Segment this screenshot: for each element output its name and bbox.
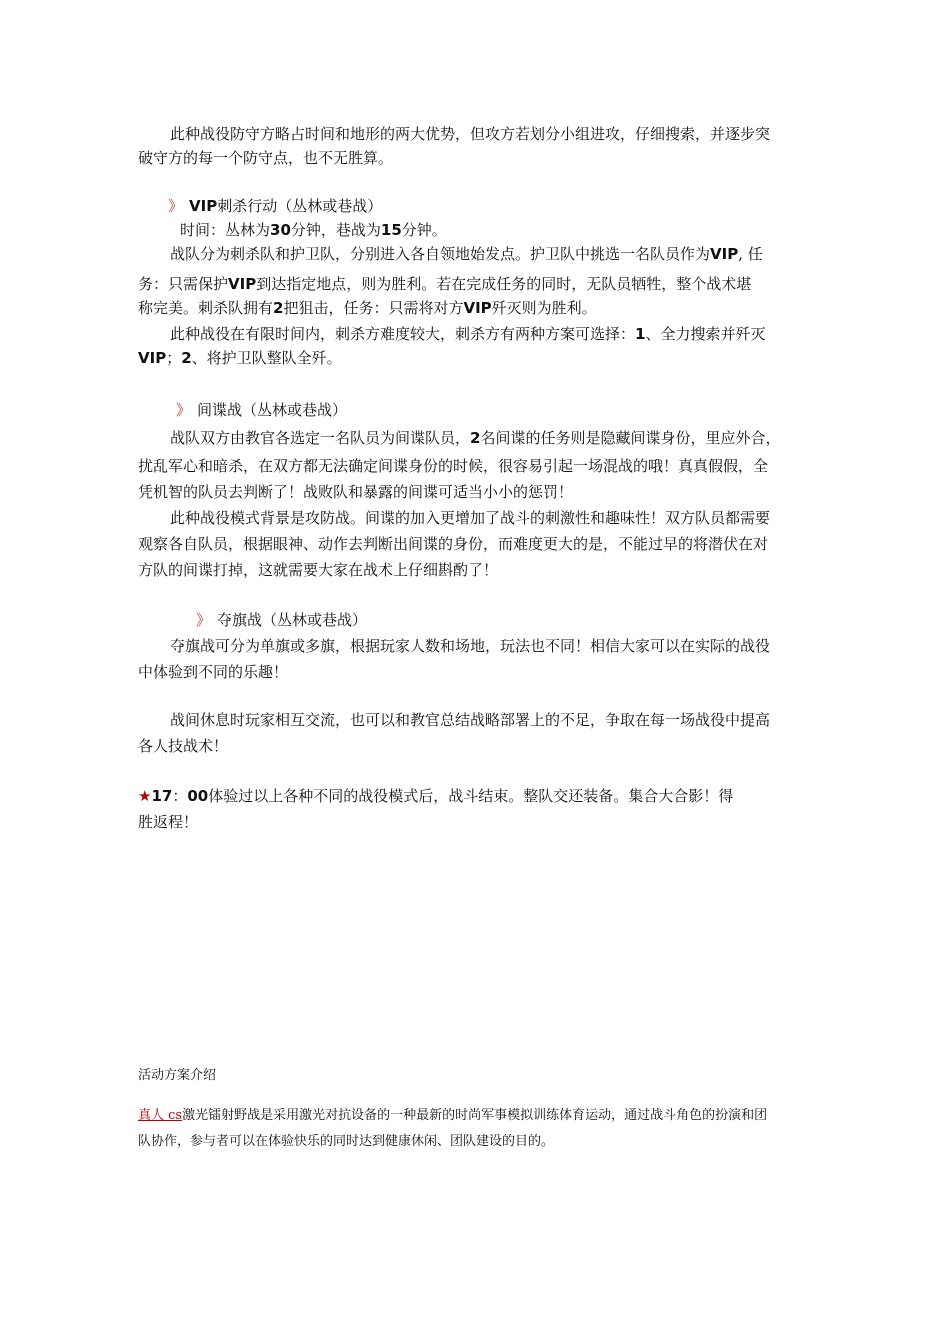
flag-p1-line-2 <box>138 660 818 684</box>
text: 扰乱军心和暗杀，在双方都无法确定间谍身份的时候，很容易引起一场混战的哦！真真假假，全 <box>138 457 769 475</box>
flag-heading <box>196 608 876 632</box>
jungle-minutes: 30 <box>270 221 291 239</box>
break-line-2 <box>138 734 818 758</box>
arrow-icon: 》 <box>196 611 212 629</box>
spy-p1-line-1 <box>170 426 850 450</box>
text: 凭机智的队员去判断了！战败队和暴露的间谍可适当小小的惩罚！ <box>138 483 574 501</box>
text: 中体验到不同的乐趣！ <box>138 663 289 681</box>
star-icon: ★ <box>138 787 152 805</box>
text: ： <box>172 787 188 805</box>
text: 战队双方由教官各选定一名队员为间谍队员， <box>170 429 471 447</box>
text: 战队分为刺杀队和护卫队，分别进入各自领地始发点。护卫队中挑选一名队员作为 <box>170 245 711 263</box>
finale-line-1 <box>138 784 818 808</box>
option-number: 1 <box>635 325 646 343</box>
text: 分钟，巷战为 <box>290 221 381 239</box>
text: 破守方的每一个防守点，也不无胜算。 <box>138 149 394 167</box>
text: 到达指定地点，则为胜利。若在完成任务的同时，无队员牺牲，整个战术堪 <box>256 275 752 293</box>
spy-count: 2 <box>470 429 481 447</box>
vip-p1-line-3 <box>138 296 818 320</box>
text: 队协作，参与者可以在体验快乐的同时达到健康休闲、团队建设的目的。 <box>138 1134 555 1149</box>
break-line-1 <box>170 708 850 732</box>
text: 称完美。刺杀队拥有 <box>138 299 274 317</box>
finale-line-2 <box>138 810 818 834</box>
spy-p2-line-2 <box>138 532 818 556</box>
vip-label: VIP <box>228 275 257 293</box>
text: 、将护卫队整队全歼。 <box>191 349 342 367</box>
text: 各人技战术！ <box>138 737 229 755</box>
text: 体验过以上各种不同的战役模式后，战斗结束。整队交还装备。集合大合影！得 <box>208 787 734 805</box>
intro-line-2 <box>138 1130 818 1154</box>
text: 把狙击，任务：只需将对方 <box>283 299 464 317</box>
cs-link[interactable]: 真人 cs <box>138 1108 183 1123</box>
text: 激光镭射野战是采用激光对抗设备的一种最新的时尚军事模拟训练体育运动，通过战斗角色的扮演和团 <box>182 1108 768 1123</box>
flag-p1-line-1 <box>170 634 850 658</box>
arrow-icon: 》 <box>168 197 184 215</box>
text: 方队的间谍打掉，这就需要大家在战术上仔细斟酌了！ <box>138 561 499 579</box>
spy-title: 间谍战（丛林或巷战） <box>197 401 348 419</box>
spy-p2-line-1 <box>170 506 850 530</box>
text: 名间谍的任务则是隐藏间谍身份，里应外合， <box>480 429 781 447</box>
text: 胜返程！ <box>138 813 199 831</box>
vip-label: VIP <box>189 197 218 215</box>
text: 观察各自队员，根据眼神、动作去判断出间谍的身份，而难度更大的是，不能过早的将潜伏在对 <box>138 535 769 553</box>
text: , 任 <box>738 245 763 263</box>
vip-p1-line-1 <box>170 242 850 266</box>
vip-time <box>180 218 860 242</box>
text: 此种战役防守方略占时间和地形的两大优势，但攻方若划分小组进攻，仔细搜索，并逐步突 <box>170 125 771 143</box>
vip-p1-line-2 <box>138 272 818 296</box>
vip-label: VIP <box>138 349 167 367</box>
vip-label: VIP <box>463 299 492 317</box>
spy-p1-line-3 <box>138 480 818 504</box>
spy-p1-line-2 <box>138 454 818 478</box>
vip-label: VIP <box>710 245 739 263</box>
text: 时间：丛林为 <box>180 221 271 239</box>
text: 此种战役模式背景是攻防战。间谍的加入更增加了战斗的刺激性和趣味性！双方队员都需要 <box>170 509 771 527</box>
text: 务：只需保护 <box>138 275 229 293</box>
intro-heading <box>138 1064 818 1088</box>
text: 战间休息时玩家相互交流，也可以和教官总结战略部署上的不足，争取在每一场战役中提高 <box>170 711 771 729</box>
flag-title: 夺旗战（丛林或巷战） <box>217 611 368 629</box>
text: 、全力搜索并歼灭 <box>645 325 766 343</box>
text: 歼灭则为胜利。 <box>491 299 597 317</box>
text: 活动方案介绍 <box>138 1068 217 1083</box>
vip-p2-line-2 <box>138 346 818 370</box>
vip-heading <box>168 194 848 218</box>
text: 夺旗战可分为单旗或多旗，根据玩家人数和场地，玩法也不同！相信大家可以在实际的战役 <box>170 637 771 655</box>
finale-minute: 00 <box>187 787 209 805</box>
spy-p2-line-3 <box>138 558 818 582</box>
text: ； <box>166 349 182 367</box>
arrow-icon: 》 <box>176 401 192 419</box>
defense-para-line-2 <box>138 146 818 170</box>
text: 此种战役在有限时间内，刺杀方难度较大，刺杀方有两种方案可选择： <box>170 325 636 343</box>
intro-line-1 <box>138 1104 818 1128</box>
option-number: 2 <box>181 349 192 367</box>
alley-minutes: 15 <box>380 221 402 239</box>
sniper-count: 2 <box>273 299 284 317</box>
defense-para-line-1 <box>170 122 850 146</box>
finale-hour: 17 <box>151 787 173 805</box>
vip-p2-line-1 <box>170 322 850 346</box>
spy-heading <box>176 398 856 422</box>
text: 分钟。 <box>401 221 447 239</box>
vip-title: 刺杀行动（丛林或巷战） <box>217 197 383 215</box>
